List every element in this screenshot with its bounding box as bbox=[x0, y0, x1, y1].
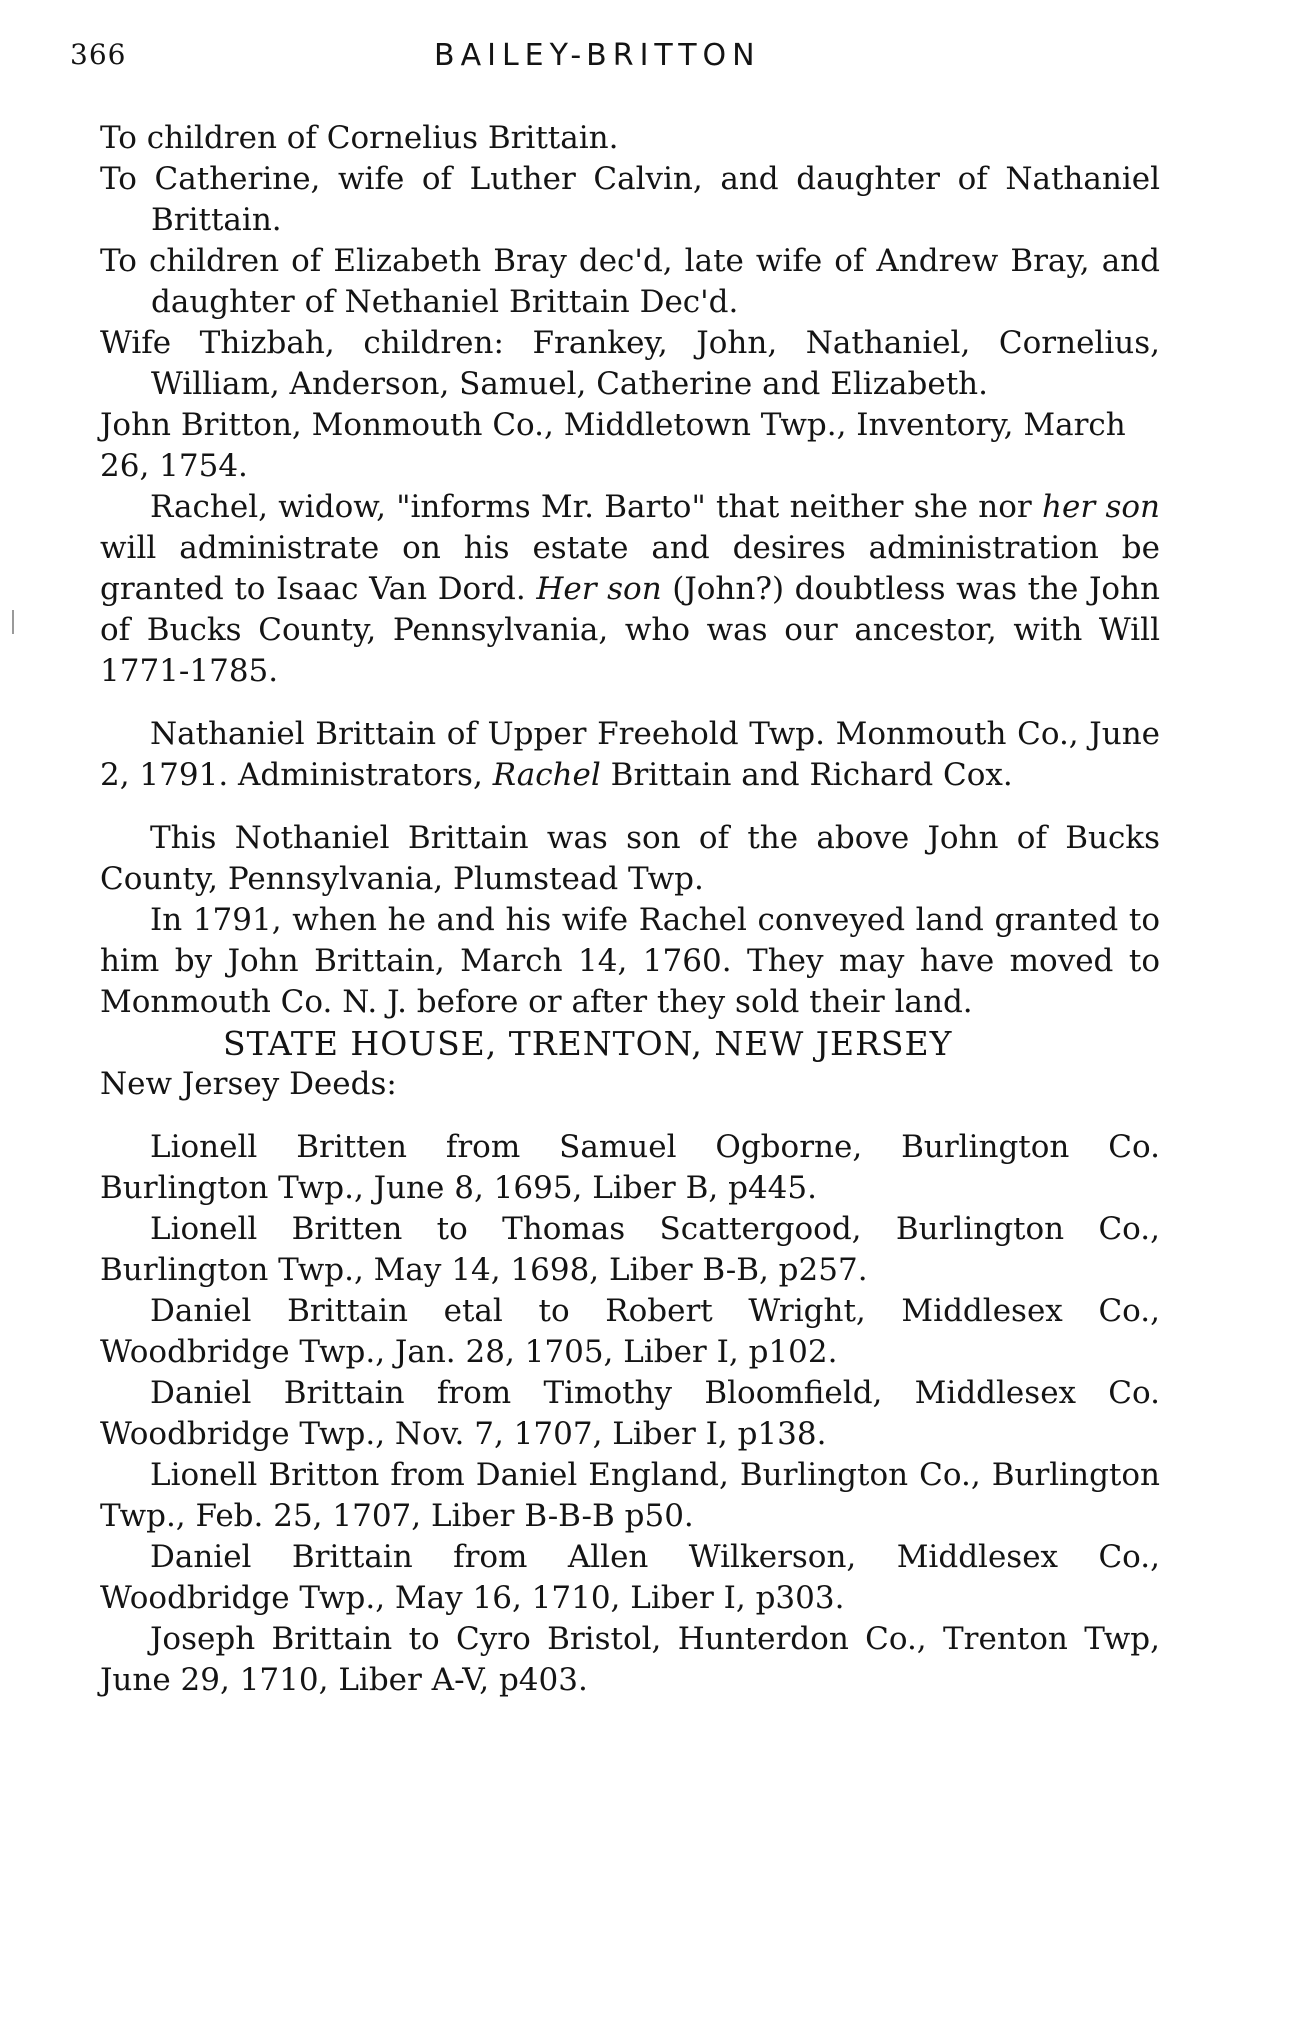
conveyance-note: In 1791, when he and his wife Rachel conveyed land granted to him by John Brittain, March 14, 1760. They may have moved to Monmouth Co. N. J. before or after they sold their land. bbox=[100, 902, 1160, 1020]
rachel-her-son-2: Her son bbox=[536, 571, 662, 607]
page-number: 366 bbox=[70, 38, 127, 71]
will-entry: To Catherine, wife of Luther Calvin, and daughter of Nathaniel Brittain. bbox=[100, 161, 1160, 238]
deed-entry: Joseph Brittain to Cyro Bristol, Hunterdon Co., Trenton Twp, June 29, 1710, Liber A-V, p403. bbox=[100, 1621, 1160, 1698]
will-entry: To children of Cornelius Brittain. bbox=[100, 120, 619, 156]
rachel-text-a: Rachel, widow, "informs Mr. Barto" that neither she nor bbox=[150, 489, 1043, 525]
rachel-text-c: (John?) doubtless was the John of Bucks County, Pennsylvania, who was our ancestor, with Will 1771-1785. bbox=[100, 571, 1160, 689]
deed-entry: Daniel Brittain from Timothy Bloomfield, Middlesex Co. Woodbridge Twp., Nov. 7, 1707, Liber I, p138. bbox=[100, 1375, 1160, 1452]
scan-artifact-mark bbox=[12, 610, 14, 634]
running-head: BAILEY-BRITTON bbox=[434, 38, 761, 73]
nathaniel-rachel-name: Rachel bbox=[492, 757, 601, 793]
nathaniel-administration bbox=[100, 714, 1160, 796]
deed-entry: Lionell Britten from Samuel Ogborne, Burlington Co. Burlington Twp., June 8, 1695, Liber B, p445. bbox=[100, 1129, 1160, 1206]
nathaniel-text-a: Nathaniel Brittain of Upper Freehold Twp. Monmouth Co., June 2, 1791. Administrators, bbox=[100, 716, 1160, 793]
deed-entry: Lionell Britton from Daniel England, Burlington Co., Burlington Twp., Feb. 25, 1707, Liber B-B-B p50. bbox=[100, 1457, 1160, 1534]
john-britton-inventory: John Britton, Monmouth Co., Middletown Twp., Inventory, March 26, 1754. bbox=[100, 407, 1126, 484]
deed-entry: Daniel Brittain etal to Robert Wright, Middlesex Co., Woodbridge Twp., Jan. 28, 1705, Liber I, p102. bbox=[100, 1293, 1160, 1370]
rachel-text-b: will administrate on his estate and desires administration be granted to Isaac Van Dord. bbox=[100, 530, 1160, 607]
will-entry: Wife Thizbah, children: Frankey, John, Nathaniel, Cornelius, William, Anderson, Samuel, Catherine and Elizabeth. bbox=[100, 325, 1160, 402]
nathaniel-text-b: Brittain and Richard Cox. bbox=[600, 757, 1013, 793]
deed-entry: Lionell Britten to Thomas Scattergood, Burlington Co., Burlington Twp., May 14, 1698, Liber B-B, p257. bbox=[100, 1211, 1160, 1288]
deed-list bbox=[100, 1127, 1160, 1701]
nothaniel-note: This Nothaniel Brittain was son of the above John of Bucks County, Pennsylvania, Plumstead Twp. bbox=[100, 820, 1160, 897]
section-heading: STATE HOUSE, TRENTON, NEW JERSEY bbox=[223, 1024, 953, 1063]
deed-entry: Daniel Brittain from Allen Wilkerson, Middlesex Co., Woodbridge Twp., May 16, 1710, Liber I, p303. bbox=[100, 1539, 1160, 1616]
document-body bbox=[100, 118, 1160, 1701]
page-header bbox=[70, 38, 1180, 88]
rachel-her-son: her son bbox=[1042, 489, 1160, 525]
section-subheading: New Jersey Deeds: bbox=[100, 1066, 397, 1102]
rachel-widow-paragraph bbox=[100, 487, 1160, 692]
will-entry: To children of Elizabeth Bray dec'd, late wife of Andrew Bray, and daughter of Nethaniel Brittain Dec'd. bbox=[100, 243, 1160, 320]
